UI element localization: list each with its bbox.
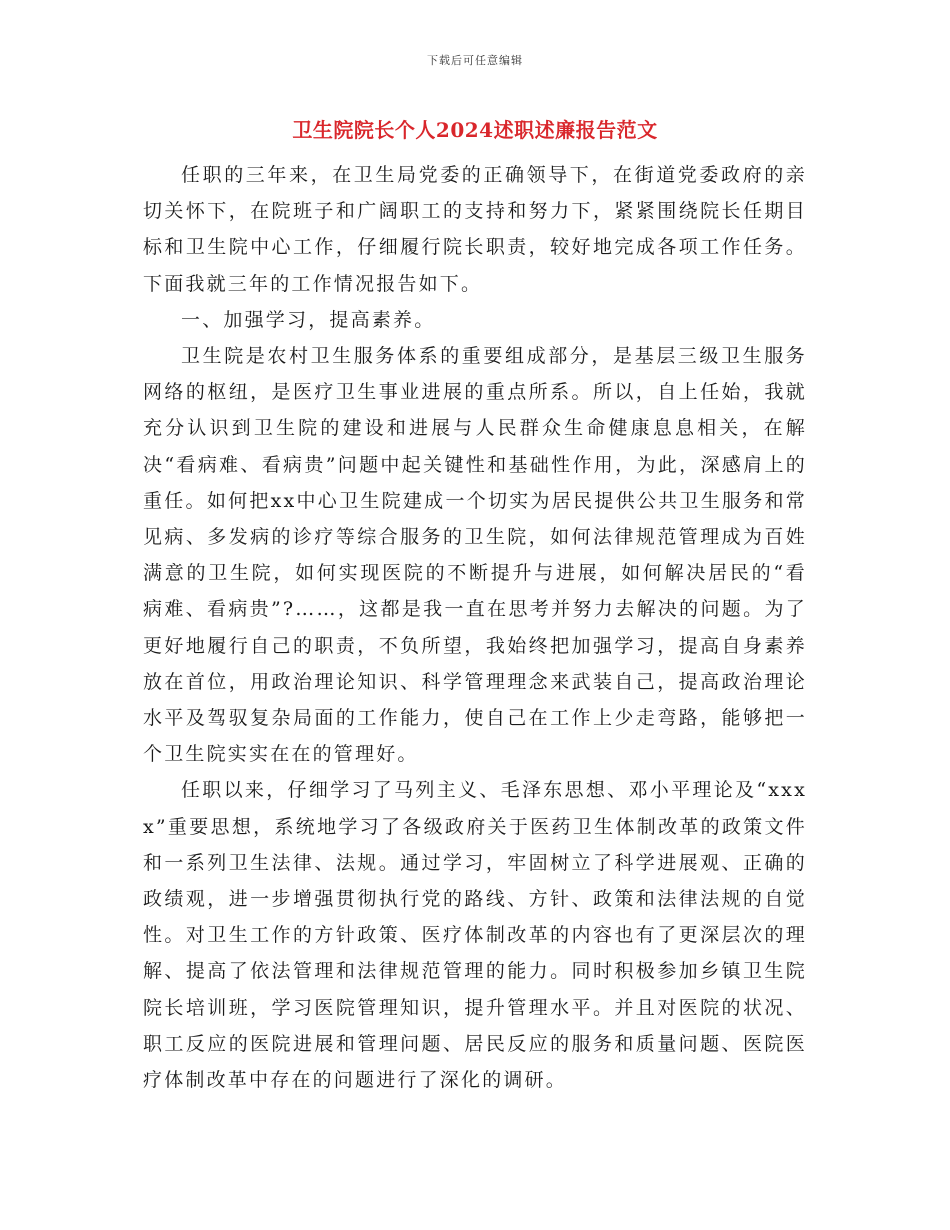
paragraph-section-1b: 任职以来，仔细学习了马列主义、毛泽东思想、邓小平理论及“xxxx”重要思想，系统地学习了各级政府关于医药卫生体制改革的政策文件和一系列卫生法律、法规。通过学习，牢固树立了科学进展观、正确的政绩观，进一步增强贯彻执行党的路线、方针、政策和法律法规的自觉性。对卫生工作的方针政策、医疗体制改革的内容也有了更深层次的理解、提高了依法管理和法律规范管理的能力。同时积极参加乡镇卫生院院长培训班，学习医院管理知识，提升管理水平。并且对医院的状况、职工反应的医院进展和管理问题、居民反应的服务和质量问题、医院医疗体制改革中存在的问题进行了深化的调研。 — [143, 779, 807, 1092]
paragraph-intro: 任职的三年来，在卫生局党委的正确领导下，在街道党委政府的亲切关怀下，在院班子和广阔职工的支持和努力下，紧紧围绕院长任期目标和卫生院中心工作，仔细履行院长职责，较好地完成各项工作任务。下面我就三年的工作情况报告如下。 — [143, 164, 807, 295]
section-heading-1: 一、加强学习，提高素养。 — [181, 308, 436, 331]
paragraph-section-1a: 卫生院是农村卫生服务体系的重要组成部分，是基层三级卫生服务网络的枢纽，是医疗卫生事业进展的重点所系。所以，自上任始，我就充分认识到卫生院的建设和进展与人民群众生命健康息息相关，在解决“看病难、看病贵”问题中起关键性和基础性作用，为此，深感肩上的重任。如何把xx中心卫生院建成一个切实为居民提供公共卫生服务和常见病、多发病的诊疗等综合服务的卫生院，如何法律规范管理成为百姓满意的卫生院，如何实现医院的不断提升与进展，如何解决居民的“看病难、看病贵”?……，这都是我一直在思考并努力去解决的问题。为了更好地履行自己的职责，不负所望，我始终把加强学习，提高自身素养放在首位，用政治理论知识、科学管理理念来武装自己，提高政治理论水平及驾驭复杂局面的工作能力，使自己在工作上少走弯路，能够把一个卫生院实实在在的管理好。 — [143, 345, 807, 766]
document-body — [143, 157, 807, 1098]
page-header-note: 下载后可任意编辑 — [427, 54, 523, 67]
document-title: 卫生院院长个人2024述职述廉报告范文 — [292, 118, 658, 142]
